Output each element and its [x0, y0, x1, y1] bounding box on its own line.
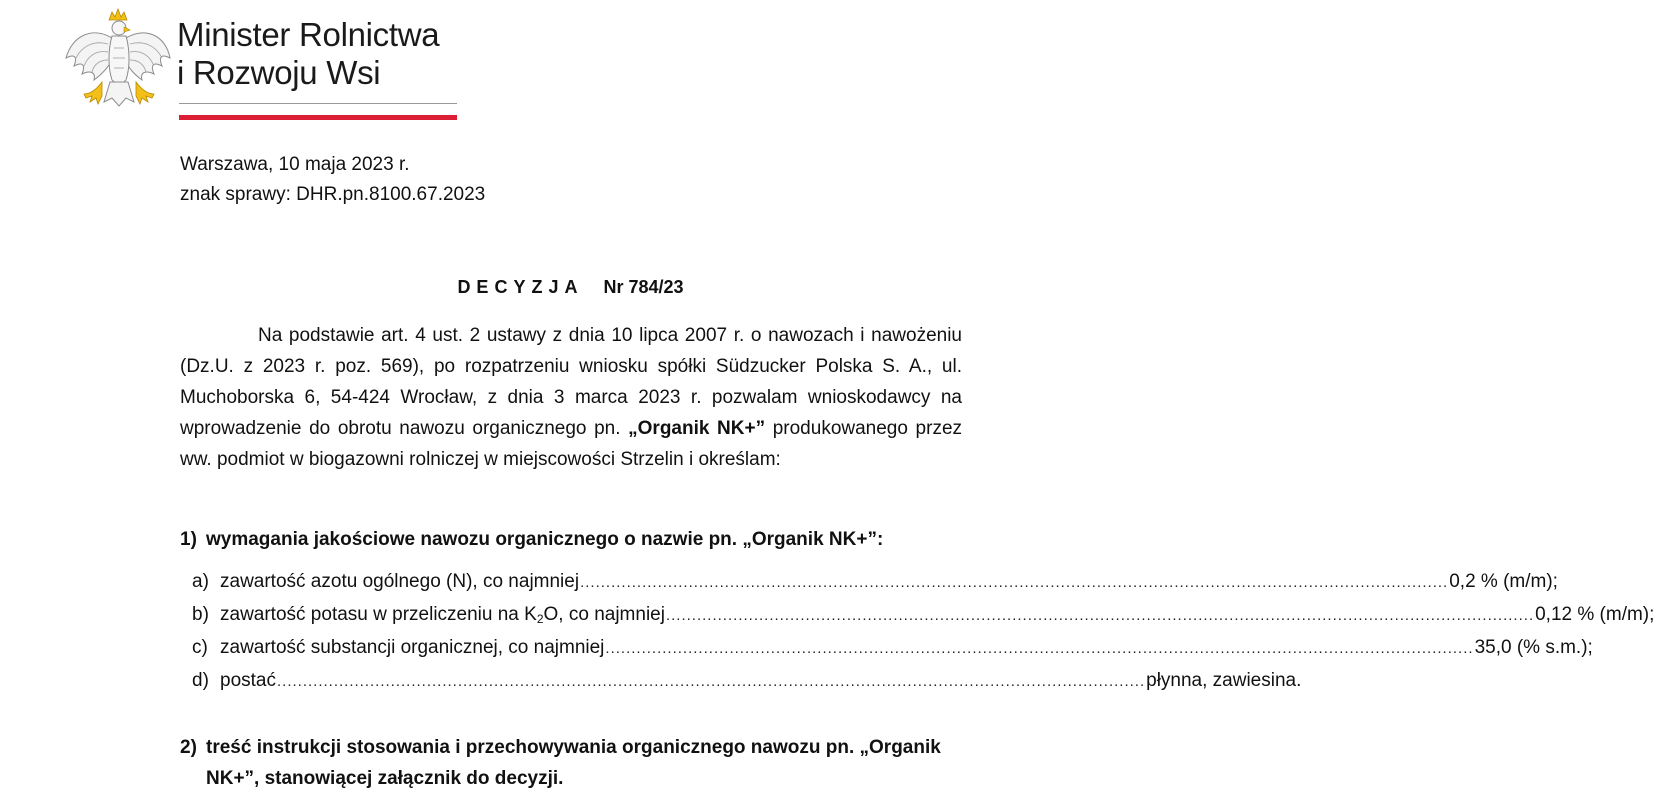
- leader-dots: ........................................................................................................................................................................: [605, 640, 1474, 657]
- item-letter: b): [192, 604, 209, 625]
- item-value: 0,2 % (m/m);: [1449, 571, 1558, 592]
- item-letter: d): [192, 670, 209, 691]
- section-1-number: 1): [180, 529, 197, 550]
- list-item: [192, 665, 1302, 698]
- ministry-name: [177, 16, 439, 92]
- intro-text-before: Na podstawie art. 4 ust. 2 ustawy z dnia 10 lipca 2007 r. o nawozach i nawożeniu (Dz.U. z 2023 r. poz. 569), po rozpatrzeniu wniosku spółki Südzucker Polska S. A., ul. Muchoborska 6, 54-424 Wrocław, z dnia 3 marca 2023 r. pozwalam wnioskodawcy na wprowadzenie do obrotu nawozu organicznego pn.: [180, 325, 962, 439]
- decision-intro: [180, 320, 962, 475]
- item-label-subscript: 2: [536, 612, 544, 626]
- decision-title: [0, 276, 1111, 298]
- header-divider-gray: [179, 103, 457, 104]
- place-date: Warszawa, 10 maja 2023 r.: [180, 154, 410, 175]
- section-2-heading: [180, 732, 965, 794]
- item-value: 35,0 (% s.m.);: [1474, 637, 1593, 658]
- item-value: 0,12 % (m/m);: [1535, 604, 1654, 625]
- intro-paragraph: [180, 320, 962, 475]
- leader-dots: ........................................................................................................................................................................: [665, 607, 1535, 624]
- case-reference: znak sprawy: DHR.pn.8100.67.2023: [180, 184, 486, 205]
- item-letter: a): [192, 571, 209, 592]
- item-letter: c): [192, 637, 208, 658]
- intro-text-after: produkowanego przez ww. podmiot w biogazowni rolniczej w miejscowości Strzelin i określam:: [180, 418, 963, 470]
- item-label: zawartość substancji organicznej, co najmniej: [220, 637, 605, 658]
- product-name: „Organik NK+”: [628, 418, 766, 439]
- decision-title-word: DECYZJA: [457, 277, 584, 297]
- item-value: płynna, zawiesina.: [1146, 670, 1302, 691]
- ministry-name-line1: Minister Rolnictwa: [177, 16, 440, 53]
- item-label-post: O, co najmniej: [543, 604, 665, 625]
- polish-eagle-emblem: [62, 6, 174, 118]
- section-2-number: 2): [180, 737, 197, 758]
- ministry-name-line2: i Rozwoju Wsi: [177, 54, 381, 91]
- letterhead: [62, 6, 462, 121]
- decision-number: Nr 784/23: [603, 277, 684, 297]
- quality-requirements-list: [192, 566, 1654, 698]
- list-item: [192, 566, 1558, 599]
- item-label-pre: zawartość potasu w przeliczeniu na K: [220, 604, 537, 625]
- item-label: postać: [220, 670, 276, 691]
- section-2-heading-line1: treść instrukcji stosowania i przechowywania organicznego nawozu pn. „Organik: [206, 737, 941, 758]
- list-item: [192, 632, 1593, 665]
- leader-dots: ........................................................................................................................................................................: [580, 574, 1449, 591]
- section-2-heading-line2: NK+”, stanowiącej załącznik do decyzji.: [206, 768, 564, 789]
- item-label: zawartość azotu ogólnego (N), co najmniej: [220, 571, 580, 592]
- header-divider-red: [179, 115, 457, 120]
- section-1-heading: [180, 524, 965, 555]
- item-label: [220, 599, 665, 631]
- leader-dots: ........................................................................................................................................................................: [276, 673, 1146, 690]
- section-1-heading-text: wymagania jakościowe nawozu organicznego o nazwie pn. „Organik NK+”:: [206, 529, 884, 550]
- list-item: [192, 599, 1654, 632]
- document-meta: [180, 150, 485, 210]
